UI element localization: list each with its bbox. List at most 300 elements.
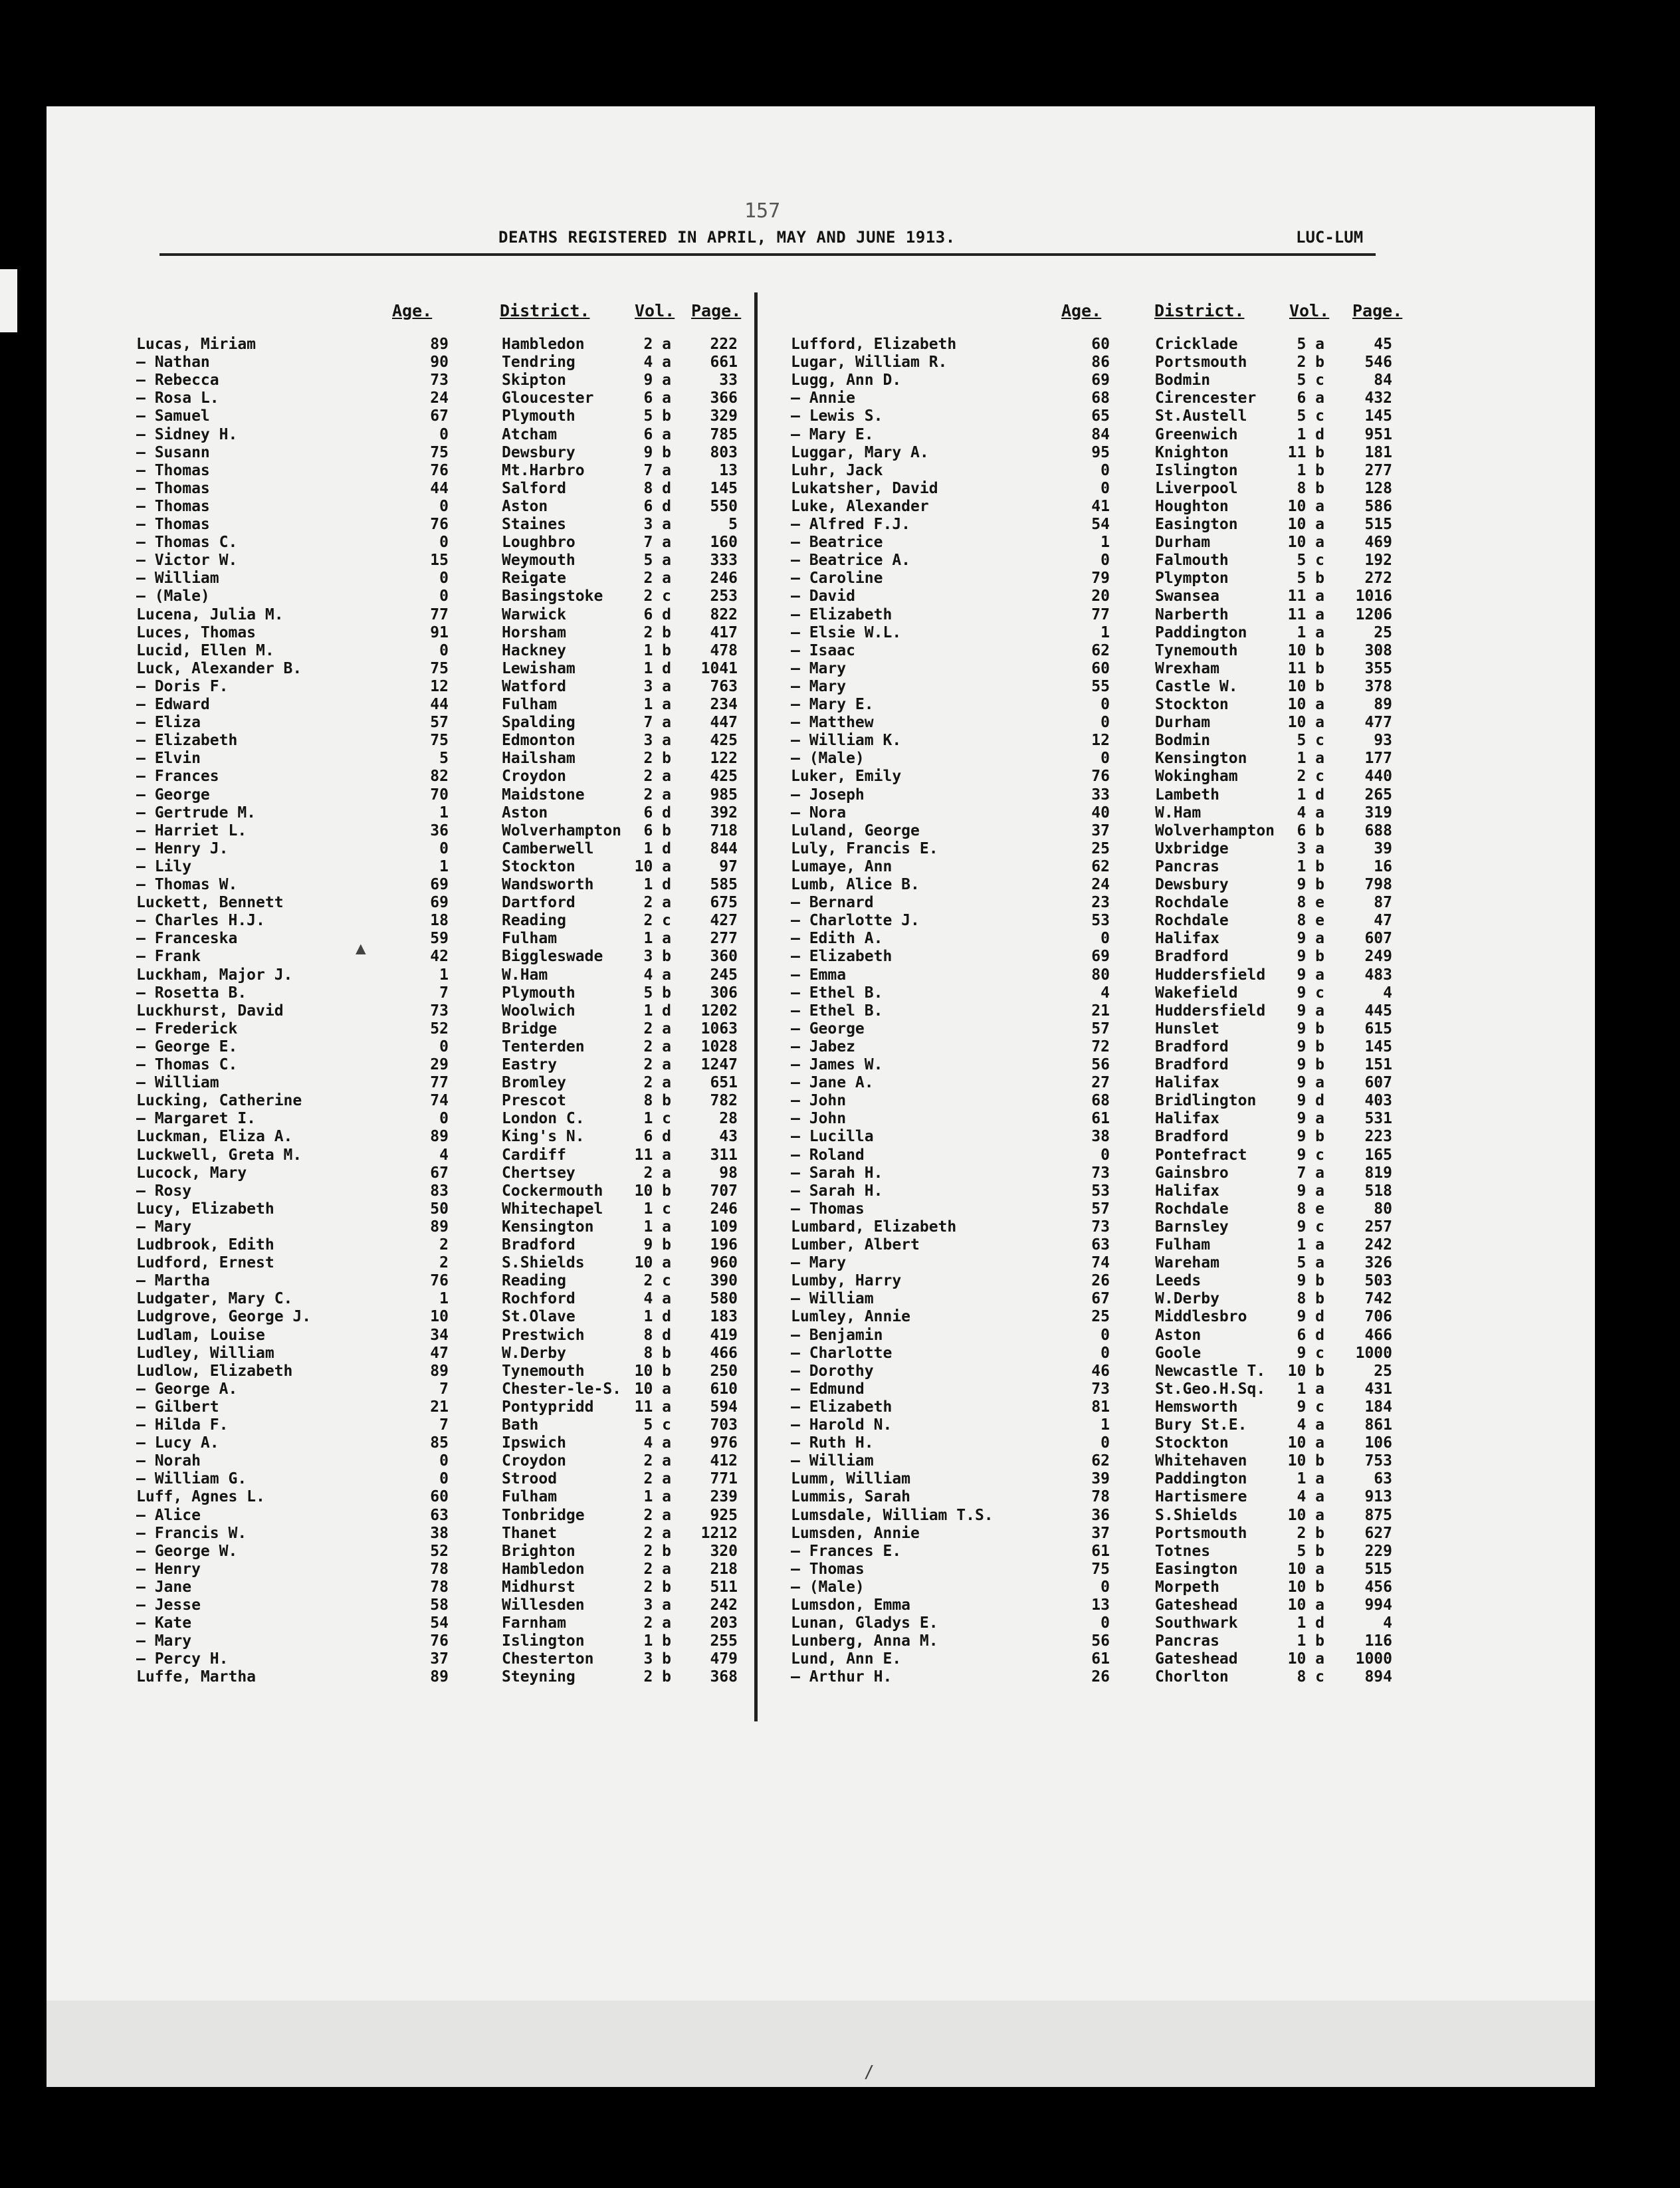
deceased-name: — Thomas <box>136 479 210 497</box>
page-ref: 145 <box>710 479 738 497</box>
volume: 8 b <box>643 1344 671 1362</box>
page-ref: 1041 <box>700 659 738 677</box>
district: Mt.Harbro <box>502 461 585 479</box>
page-ref: 822 <box>710 605 738 623</box>
deceased-name: Lund, Ann E. <box>791 1650 902 1668</box>
volume: 10 a <box>1287 1434 1324 1452</box>
page-ref: 4 <box>1383 1614 1392 1632</box>
register-entry-row <box>136 1200 748 1218</box>
district: Camberwell <box>502 839 594 857</box>
register-entry-row <box>791 660 1402 678</box>
register-entry-row <box>136 1416 748 1434</box>
page-ref: 242 <box>1364 1236 1392 1254</box>
page-ref: 145 <box>1364 407 1392 425</box>
register-entry-row <box>791 1470 1402 1488</box>
deceased-name: Luckwell, Greta M. <box>136 1146 302 1164</box>
age: 61 <box>1091 1542 1110 1560</box>
deceased-name: — Mary <box>791 659 847 677</box>
deceased-name: — Mary E. <box>791 696 874 713</box>
page-ref: 47 <box>1374 912 1392 930</box>
age: 75 <box>430 732 449 750</box>
page-ref: 742 <box>1364 1290 1392 1308</box>
volume: 5 c <box>1297 372 1324 389</box>
page-ref: 181 <box>1364 443 1392 461</box>
district: Tenterden <box>502 1038 585 1055</box>
district: Dewsbury <box>502 443 576 461</box>
district: Whitehaven <box>1155 1452 1247 1470</box>
age: 0 <box>1101 930 1110 948</box>
register-entry-row <box>791 1668 1402 1686</box>
age: 61 <box>1091 1110 1110 1128</box>
age: 1 <box>439 1290 449 1308</box>
volume: 10 b <box>1287 1578 1324 1596</box>
volume: 6 a <box>1297 389 1324 407</box>
deceased-name: Luke, Alexander <box>791 497 929 515</box>
deceased-name: — Francis W. <box>136 1524 247 1542</box>
district: W.Derby <box>502 1344 566 1362</box>
deceased-name: — Sarah H. <box>791 1164 883 1182</box>
page-ref: 329 <box>710 407 738 425</box>
district: Pontypridd <box>502 1398 594 1416</box>
volume: 5 a <box>1297 336 1324 353</box>
district: King's N. <box>502 1128 585 1146</box>
volume: 9 a <box>1297 1182 1324 1200</box>
page-ref: 366 <box>710 389 738 407</box>
volume: 9 b <box>1297 1056 1324 1073</box>
register-entry-row <box>791 1147 1402 1164</box>
volume: 2 a <box>643 1020 671 1038</box>
age: 1 <box>439 804 449 821</box>
age: 0 <box>1101 1326 1110 1344</box>
right-district-header: District. <box>1154 301 1245 320</box>
register-entry-row <box>791 1452 1402 1470</box>
age: 73 <box>430 372 449 389</box>
age: 53 <box>1091 1182 1110 1200</box>
age: 42 <box>430 948 449 966</box>
page-ref: 246 <box>710 1200 738 1218</box>
register-entry-row <box>136 732 748 750</box>
page-ref: 106 <box>1364 1434 1392 1452</box>
deceased-name: — Gilbert <box>136 1398 219 1416</box>
volume: 7 a <box>643 534 671 552</box>
page-ref: 16 <box>1374 857 1392 875</box>
district: Bradford <box>1155 1056 1229 1073</box>
age: 24 <box>1091 876 1110 893</box>
age: 78 <box>1091 1488 1110 1506</box>
age: 34 <box>430 1326 449 1344</box>
volume: 2 a <box>643 1470 671 1488</box>
volume: 1 b <box>643 641 671 659</box>
page-ref: 515 <box>1364 1560 1392 1578</box>
register-entry-row <box>791 1561 1402 1579</box>
volume: 2 b <box>1297 1524 1324 1542</box>
left-district-header: District. <box>500 301 590 320</box>
age: 0 <box>439 570 449 588</box>
age: 38 <box>1091 1128 1110 1146</box>
right-age-header: Age. <box>1061 301 1102 320</box>
age: 55 <box>1091 677 1110 695</box>
deceased-name: — Jabez <box>791 1038 855 1055</box>
deceased-name: Ludbrook, Edith <box>136 1236 274 1254</box>
page-ref: 844 <box>710 839 738 857</box>
page-ref: 1202 <box>700 1002 738 1020</box>
page-ref: 1016 <box>1355 588 1392 605</box>
register-entry-row <box>791 552 1402 570</box>
deceased-name: — Ethel B. <box>791 1002 883 1020</box>
volume: 3 a <box>643 732 671 750</box>
volume: 2 a <box>643 1164 671 1182</box>
page-ref: 4 <box>1383 984 1392 1002</box>
district: Leeds <box>1155 1272 1202 1290</box>
handwritten-page-number: 157 <box>744 199 781 223</box>
register-entry-row <box>136 1596 748 1614</box>
age: 38 <box>430 1524 449 1542</box>
volume: 1 d <box>643 839 671 857</box>
register-entry-row <box>136 1380 748 1398</box>
page-ref: 615 <box>1364 1020 1392 1038</box>
district: Pontefract <box>1155 1146 1247 1164</box>
page-ref: 1212 <box>700 1524 738 1542</box>
volume: 1 b <box>1297 1632 1324 1650</box>
volume: 11 a <box>634 1146 671 1164</box>
age: 27 <box>1091 1074 1110 1092</box>
district: Islington <box>1155 461 1238 479</box>
district: Hambledon <box>502 336 585 353</box>
district: Weymouth <box>502 552 576 570</box>
volume: 9 b <box>643 1236 671 1254</box>
district: Stockton <box>502 857 576 875</box>
age: 2 <box>439 1236 449 1254</box>
register-entry-row <box>791 1200 1402 1218</box>
deceased-name: Lucock, Mary <box>136 1164 247 1182</box>
page-ref: 913 <box>1364 1488 1392 1506</box>
age: 68 <box>1091 389 1110 407</box>
deceased-name: — Dorothy <box>791 1362 874 1380</box>
register-entry-row <box>136 1398 748 1416</box>
page-ref: 218 <box>710 1560 738 1578</box>
register-entry-row <box>791 1182 1402 1200</box>
district: Chester-le-S. <box>502 1380 622 1398</box>
page-ref: 432 <box>1364 389 1392 407</box>
deceased-name: — Benjamin <box>791 1326 883 1344</box>
page-ref: 479 <box>710 1650 738 1668</box>
volume: 3 b <box>643 948 671 966</box>
deceased-name: Lumbard, Elizabeth <box>791 1218 957 1236</box>
deceased-name: — Thomas <box>791 1200 865 1218</box>
volume: 1 b <box>1297 461 1324 479</box>
district: Greenwich <box>1155 425 1238 443</box>
volume: 8 e <box>1297 912 1324 930</box>
page-ref: 223 <box>1364 1128 1392 1146</box>
age: 0 <box>1101 479 1110 497</box>
page-ref: 466 <box>710 1344 738 1362</box>
district: Hackney <box>502 641 566 659</box>
register-entry-row <box>136 1272 748 1290</box>
age: 61 <box>1091 1650 1110 1668</box>
page-ref: 145 <box>1364 1038 1392 1055</box>
deceased-name: Lumm, William <box>791 1470 911 1488</box>
deceased-name: — Alfred F.J. <box>791 516 911 533</box>
deceased-name: — Thomas W. <box>136 876 238 893</box>
page-ref: 222 <box>710 336 738 353</box>
age: 62 <box>1091 1452 1110 1470</box>
volume: 10 b <box>634 1182 671 1200</box>
register-entry-row <box>791 588 1402 605</box>
volume: 2 a <box>643 1074 671 1092</box>
page-ref: 122 <box>710 750 738 768</box>
header-rule <box>159 253 1376 256</box>
register-entry-row <box>136 1363 748 1380</box>
page-ref: 392 <box>710 804 738 821</box>
volume: 1 c <box>643 1110 671 1128</box>
deceased-name: — (Male) <box>136 588 210 605</box>
register-entry-row <box>791 894 1402 912</box>
district: Whitechapel <box>502 1200 603 1218</box>
deceased-name: Lunberg, Anna M. <box>791 1632 938 1650</box>
volume: 8 d <box>643 1326 671 1344</box>
district: St.Austell <box>1155 407 1247 425</box>
volume: 2 b <box>1297 354 1324 372</box>
volume: 1 a <box>1297 1380 1324 1398</box>
register-entry-row <box>136 1579 748 1596</box>
register-entry-row <box>791 1128 1402 1146</box>
district: S.Shields <box>1155 1506 1238 1524</box>
page-ref: 203 <box>710 1614 738 1632</box>
age: 0 <box>1101 1344 1110 1362</box>
page-ref: 378 <box>1364 677 1392 695</box>
volume: 6 a <box>643 389 671 407</box>
volume: 1 b <box>1297 857 1324 875</box>
volume: 9 b <box>1297 876 1324 893</box>
deceased-name: — Thomas C. <box>136 534 238 552</box>
deceased-name: — Jesse <box>136 1596 201 1614</box>
district: Paddington <box>1155 623 1247 641</box>
district: Cockermouth <box>502 1182 603 1200</box>
district: Tonbridge <box>502 1506 585 1524</box>
deceased-name: — Franceska <box>136 930 238 948</box>
register-entry-row <box>136 768 748 786</box>
deceased-name: Luckett, Bennett <box>136 894 284 912</box>
page-ref: 861 <box>1364 1416 1392 1434</box>
deceased-name: — Lucy A. <box>136 1434 219 1452</box>
age: 73 <box>1091 1164 1110 1182</box>
deceased-name: — William <box>136 570 219 588</box>
register-entry-row <box>136 498 748 516</box>
volume: 4 a <box>643 354 671 372</box>
register-entry-row <box>791 804 1402 822</box>
deceased-name: — Jane A. <box>791 1074 874 1092</box>
deceased-name: Luckman, Eliza A. <box>136 1128 293 1146</box>
register-entry-row <box>136 1092 748 1110</box>
page-ref: 785 <box>710 425 738 443</box>
deceased-name: — Sarah H. <box>791 1182 883 1200</box>
deceased-name: Lumsdon, Emma <box>791 1596 911 1614</box>
age: 7 <box>439 984 449 1002</box>
deceased-name: — Charles H.J. <box>136 912 265 930</box>
page-ref: 33 <box>719 372 738 389</box>
page-bottom-margin <box>47 2001 1595 2087</box>
age: 0 <box>1101 552 1110 570</box>
volume: 6 d <box>643 605 671 623</box>
volume: 1 a <box>1297 1236 1324 1254</box>
deceased-name: Luck, Alexander B. <box>136 659 302 677</box>
register-entry-row <box>136 336 748 354</box>
volume: 10 a <box>1287 1560 1324 1578</box>
page-ref: 239 <box>710 1488 738 1506</box>
age: 89 <box>430 1362 449 1380</box>
page-ref: 249 <box>1364 948 1392 966</box>
age: 0 <box>439 497 449 515</box>
register-entry-row <box>791 498 1402 516</box>
volume: 2 a <box>643 1038 671 1055</box>
age: 95 <box>1091 443 1110 461</box>
register-entry-row <box>136 1182 748 1200</box>
age: 59 <box>430 930 449 948</box>
register-entry-row <box>791 1020 1402 1038</box>
register-entry-row <box>136 1020 748 1038</box>
volume: 1 d <box>1297 786 1324 804</box>
age: 24 <box>430 389 449 407</box>
register-entry-row <box>136 858 748 876</box>
register-entry-row <box>136 1327 748 1345</box>
age: 84 <box>1091 425 1110 443</box>
deceased-name: Lumby, Harry <box>791 1272 902 1290</box>
district: Croydon <box>502 768 566 786</box>
age: 44 <box>430 479 449 497</box>
register-entry-row <box>791 1596 1402 1614</box>
volume: 2 a <box>643 1452 671 1470</box>
volume: 9 c <box>1297 1146 1324 1164</box>
register-entry-row <box>136 1650 748 1668</box>
register-entry-row <box>136 786 748 804</box>
page-ref: 661 <box>710 354 738 372</box>
age: 75 <box>430 659 449 677</box>
deceased-name: — Samuel <box>136 407 210 425</box>
age: 72 <box>1091 1038 1110 1055</box>
volume: 1 c <box>643 1200 671 1218</box>
district: Stockton <box>1155 696 1229 713</box>
age: 0 <box>1101 714 1110 732</box>
volume: 6 d <box>643 804 671 821</box>
district: Portsmouth <box>1155 1524 1247 1542</box>
page-ref: 257 <box>1364 1218 1392 1236</box>
district: Bridlington <box>1155 1092 1257 1110</box>
district: Newcastle T. <box>1155 1362 1266 1380</box>
district: Tendring <box>502 354 576 372</box>
volume: 6 a <box>643 425 671 443</box>
age: 25 <box>1091 839 1110 857</box>
page-ref: 93 <box>1374 732 1392 750</box>
district: Durham <box>1155 714 1211 732</box>
register-entry-row <box>791 1363 1402 1380</box>
register-entry-row <box>136 606 748 624</box>
district: Aston <box>1155 1326 1202 1344</box>
register-entry-row <box>136 1470 748 1488</box>
volume: 9 b <box>1297 948 1324 966</box>
register-entry-row <box>791 678 1402 696</box>
district: Bradford <box>1155 1128 1229 1146</box>
deceased-name: — Rebecca <box>136 372 219 389</box>
page-ref: 515 <box>1364 516 1392 533</box>
district: Eastry <box>502 1056 558 1073</box>
register-entry-row <box>791 912 1402 930</box>
district: Bodmin <box>1155 732 1211 750</box>
page-ref: 1206 <box>1355 605 1392 623</box>
age: 1 <box>1101 623 1110 641</box>
district: Willesden <box>502 1596 585 1614</box>
age: 44 <box>430 696 449 713</box>
deceased-name: — Eliza <box>136 714 201 732</box>
page-ref: 355 <box>1364 659 1392 677</box>
volume: 2 a <box>643 894 671 912</box>
volume: 7 a <box>1297 1164 1324 1182</box>
district: Staines <box>502 516 566 533</box>
register-entry-row <box>791 1632 1402 1650</box>
district: Gateshead <box>1155 1596 1238 1614</box>
register-entry-row <box>791 876 1402 894</box>
volume: 1 d <box>1297 1614 1324 1632</box>
register-entry-row <box>791 1254 1402 1272</box>
page-ref: 25 <box>1374 1362 1392 1380</box>
page-ref: 326 <box>1364 1254 1392 1272</box>
deceased-name: Lucy, Elizabeth <box>136 1200 274 1218</box>
district: Castle W. <box>1155 677 1238 695</box>
register-entry-row <box>136 1488 748 1506</box>
age: 12 <box>1091 732 1110 750</box>
deceased-name: Ludgrove, George J. <box>136 1308 312 1326</box>
deceased-name: Luly, Francis E. <box>791 839 938 857</box>
volume: 1 d <box>643 1002 671 1020</box>
register-entry-row <box>136 1002 748 1020</box>
deceased-name: — Emma <box>791 966 847 984</box>
district: Pancras <box>1155 1632 1219 1650</box>
district: Spalding <box>502 714 576 732</box>
volume: 2 b <box>643 1578 671 1596</box>
age: 74 <box>1091 1254 1110 1272</box>
district: Totnes <box>1155 1542 1211 1560</box>
age: 76 <box>1091 768 1110 786</box>
age: 78 <box>430 1578 449 1596</box>
page-ref: 277 <box>1364 461 1392 479</box>
age: 0 <box>1101 1578 1110 1596</box>
district: Swansea <box>1155 588 1219 605</box>
register-entry-row <box>136 948 748 966</box>
volume: 2 a <box>643 1056 671 1073</box>
volume: 9 c <box>1297 1218 1324 1236</box>
age: 65 <box>1091 407 1110 425</box>
volume: 7 a <box>643 714 671 732</box>
page-ref: 45 <box>1374 336 1392 353</box>
age: 68 <box>1091 1092 1110 1110</box>
deceased-name: — George A. <box>136 1380 238 1398</box>
district: Barnsley <box>1155 1218 1229 1236</box>
deceased-name: — Thomas C. <box>136 1056 238 1073</box>
volume: 6 d <box>1297 1326 1324 1344</box>
volume: 8 b <box>1297 479 1324 497</box>
deceased-name: Luces, Thomas <box>136 623 257 641</box>
deceased-name: — Elizabeth <box>791 605 892 623</box>
deceased-name: Lumaye, Ann <box>791 857 892 875</box>
age: 69 <box>430 894 449 912</box>
deceased-name: Ludgater, Mary C. <box>136 1290 293 1308</box>
register-entry-row <box>136 894 748 912</box>
deceased-name: Luckham, Major J. <box>136 966 293 984</box>
district: London C. <box>502 1110 585 1128</box>
deceased-name: — John <box>791 1110 847 1128</box>
volume: 9 b <box>1297 1272 1324 1290</box>
page-ref: 976 <box>710 1434 738 1452</box>
deceased-name: — Martha <box>136 1272 210 1290</box>
